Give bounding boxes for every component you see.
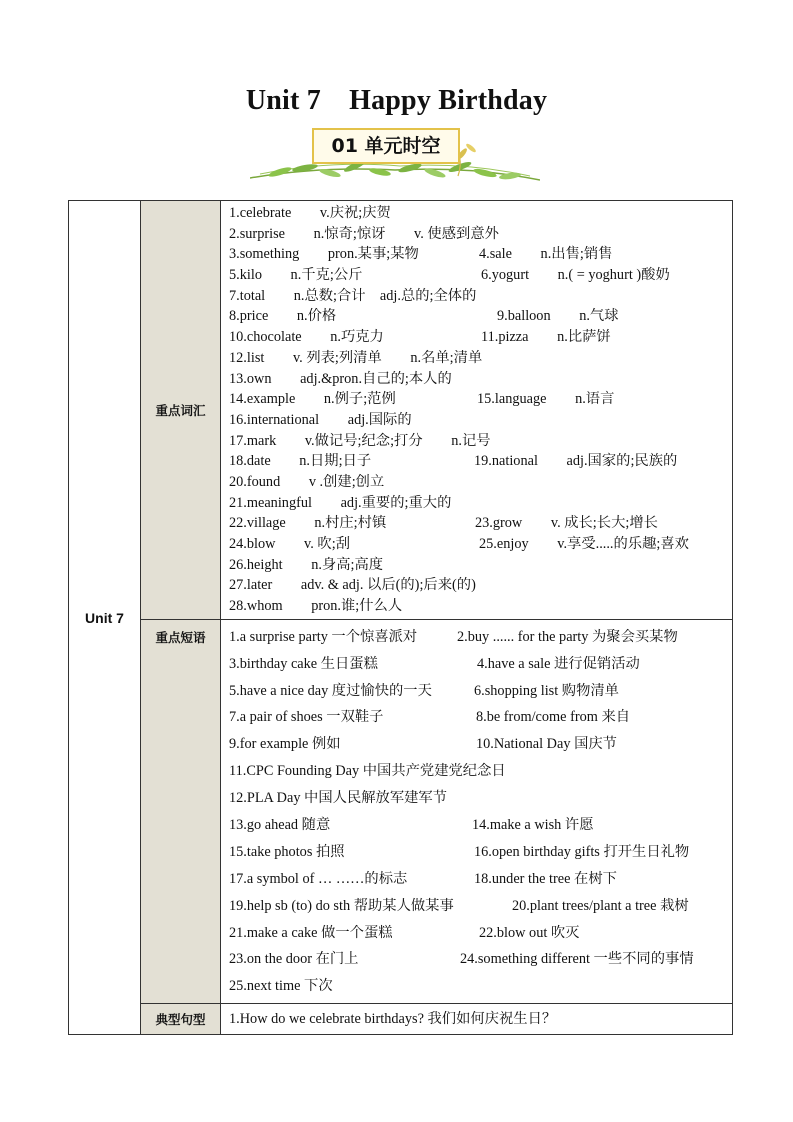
phrase-item: 21.make a cake 做一个蛋糕 — [229, 924, 393, 941]
phrase-item: 19.help sb (to) do sth 帮助某人做某事 — [229, 897, 454, 914]
phrase-item: 7.a pair of shoes 一双鞋子 — [229, 709, 384, 726]
phrase-line — [229, 651, 732, 678]
vocab-line — [229, 534, 732, 555]
phrase-line — [229, 946, 732, 973]
vocab-item: 21.meaningful adj.重要的;重大的 — [229, 494, 452, 511]
vocab-line — [229, 244, 732, 265]
vocabulary-row — [69, 201, 733, 620]
vocab-item: 24.blow v. 吹;刮 — [229, 536, 350, 552]
vocab-item: 7.total n.总数;合计 adj.总的;全体的 — [229, 287, 477, 304]
vocab-line — [229, 389, 732, 410]
unit-label: Unit 7 — [69, 201, 141, 1035]
phrase-item: 23.on the door 在门上 — [229, 951, 359, 968]
vocabulary-cell — [221, 201, 733, 620]
sentences-cell — [221, 1004, 733, 1035]
vocab-item: 26.height n.身高;高度 — [229, 556, 384, 573]
vocab-item: 17.mark v.做记号;纪念;打分 n.记号 — [229, 432, 491, 449]
vocab-item: 13.own adj.&pron.自己的;本人的 — [229, 370, 452, 387]
vocab-line — [229, 472, 732, 493]
page-title: Unit 7 Happy Birthday — [245, 85, 548, 116]
vocab-item: 20.found v .创建;创立 — [229, 473, 385, 490]
phrase-line — [229, 704, 732, 731]
category-vocabulary: 重点词汇 — [141, 201, 221, 620]
vocab-item: 3.something pron.某事;某物 — [229, 246, 419, 263]
vocab-line — [229, 265, 732, 286]
phrases-cell — [221, 619, 733, 1003]
vocab-line — [229, 575, 732, 596]
phrase-item: 24.something different 一些不同的事情 — [460, 951, 694, 968]
vocab-line — [229, 203, 732, 224]
phrase-item: 9.for example 例如 — [229, 736, 341, 753]
vocab-item: 8.price n.价格 — [229, 308, 337, 325]
vocab-item: 14.example n.例子;范例 — [229, 391, 396, 408]
phrase-item: 22.blow out 吹灭 — [479, 924, 580, 941]
phrase-item: 3.birthday cake 生日蛋糕 — [229, 655, 378, 672]
phrase-line — [229, 812, 732, 839]
vocab-item: 9.balloon n.气球 — [497, 308, 619, 325]
vocab-item: 27.later adv. & adj. 以后(的);后来(的) — [229, 577, 476, 594]
phrase-line — [229, 731, 732, 758]
phrase-item: 8.be from/come from 来自 — [476, 709, 631, 726]
vocab-item: 12.list v. 列表;列清单 n.名单;清单 — [229, 349, 483, 366]
vocab-line — [229, 596, 732, 617]
vocab-item: 16.international adj.国际的 — [229, 411, 412, 428]
vocab-table — [68, 200, 733, 1035]
vocab-item: 2.surprise n.惊奇;惊讶 v. 使感到意外 — [229, 225, 499, 242]
phrase-item: 10.National Day 国庆节 — [476, 736, 617, 753]
phrase-item: 15.take photos 拍照 — [229, 843, 345, 860]
vocab-item: 18.date n.日期;日子 — [229, 453, 372, 470]
phrase-line — [229, 678, 732, 705]
vocab-line — [229, 224, 732, 245]
vocab-line — [229, 327, 732, 348]
phrase-item: 5.have a nice day 度过愉快的一天 — [229, 682, 432, 699]
badge-label: 01 单元时空 — [331, 135, 441, 157]
category-sentences: 典型句型 — [141, 1004, 221, 1035]
vocab-item: 4.sale n.出售;销售 — [479, 246, 613, 263]
phrase-line — [229, 785, 732, 812]
vocab-item: 15.language n.语言 — [477, 391, 615, 408]
vocab-item: 6.yogurt n.( = yoghurt )酸奶 — [481, 267, 670, 284]
sentence-item: 1.How do we celebrate birthdays? 我们如何庆祝生日？ — [229, 1011, 557, 1028]
vocab-item: 28.whom pron.谁;什么人 — [229, 598, 403, 615]
phrase-item: 16.open birthday gifts 打开生日礼物 — [474, 843, 690, 860]
vocab-line — [229, 555, 732, 576]
section-badge — [250, 126, 540, 188]
vocab-line — [229, 348, 732, 369]
phrase-item: 25.next time 下次 — [229, 978, 333, 995]
phrase-line — [229, 920, 732, 947]
vocab-item: 22.village n.村庄;村镇 — [229, 515, 387, 532]
vocab-line — [229, 410, 732, 431]
vocab-item: 10.chocolate n.巧克力 — [229, 329, 384, 346]
vocab-line — [229, 451, 732, 472]
vocab-line — [229, 306, 732, 327]
vocab-item: 5.kilo n.千克;公斤 — [229, 267, 363, 284]
phrase-line — [229, 758, 732, 785]
vocab-line — [229, 369, 732, 390]
vocab-line — [229, 286, 732, 307]
phrase-item: 2.buy ...... for the party 为聚会买某物 — [457, 628, 678, 645]
phrase-item: 18.under the tree 在树下 — [474, 870, 617, 887]
category-phrases: 重点短语 — [141, 619, 221, 1003]
phrase-item: 11.CPC Founding Day 中国共产党建党纪念日 — [229, 763, 506, 780]
vocab-item: 25.enjoy v.享受.....的乐趣;喜欢 — [479, 536, 689, 552]
phrase-line — [229, 893, 732, 920]
vocab-line — [229, 493, 732, 514]
phrase-line — [229, 866, 732, 893]
phrase-item: 14.make a wish 许愿 — [472, 816, 594, 833]
vocab-item: 19.national adj.国家的;民族的 — [474, 453, 678, 470]
vocab-item: 11.pizza n.比萨饼 — [481, 329, 611, 346]
phrase-item: 13.go ahead 随意 — [229, 816, 331, 833]
phrase-line — [229, 839, 732, 866]
phrase-item: 6.shopping list 购物清单 — [474, 682, 619, 699]
phrases-row — [69, 619, 733, 1003]
badge-box — [312, 128, 460, 164]
vocab-item: 1.celebrate v.庆祝;庆贺 — [229, 205, 391, 221]
phrase-line — [229, 973, 732, 1000]
phrase-item: 20.plant trees/plant a tree 栽树 — [512, 897, 689, 914]
phrase-item: 17.a symbol of … ……的标志 — [229, 870, 408, 887]
vocab-line — [229, 513, 732, 534]
phrase-item: 1.a surprise party 一个惊喜派对 — [229, 628, 418, 645]
phrase-line — [229, 624, 732, 651]
phrase-item: 12.PLA Day 中国人民解放军建军节 — [229, 790, 448, 807]
sentences-row — [69, 1004, 733, 1035]
vocab-item: 23.grow v. 成长;长大;增长 — [475, 515, 658, 532]
phrase-item: 4.have a sale 进行促销活动 — [477, 655, 640, 672]
vocab-line — [229, 431, 732, 452]
